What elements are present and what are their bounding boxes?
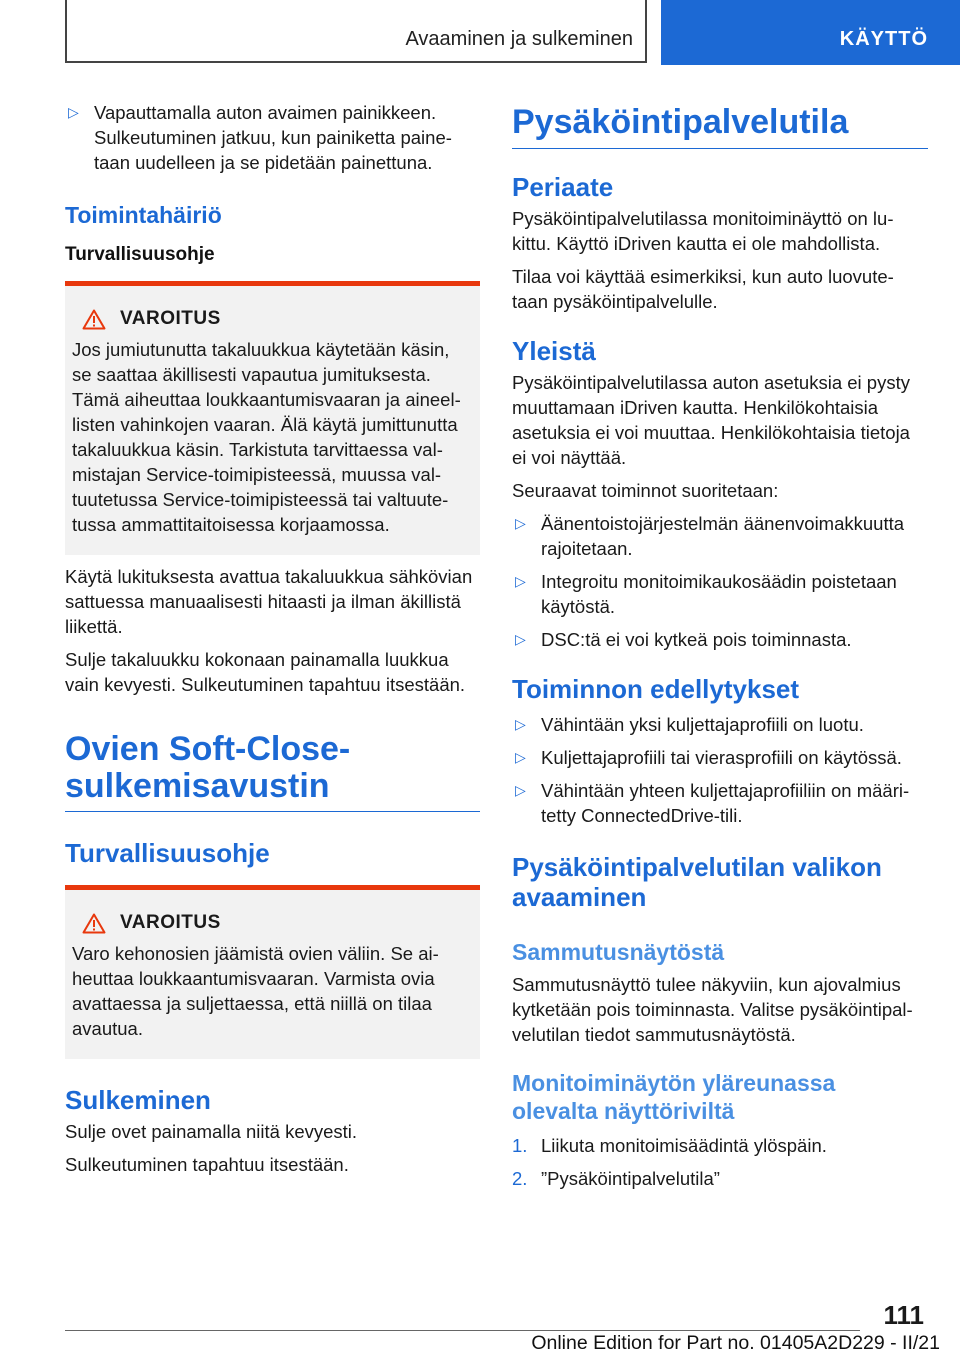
- warning-header: [72, 912, 472, 934]
- list-item: [65, 100, 480, 175]
- triangle-right-icon: ▷: [515, 631, 526, 647]
- page-title: Pysäköintipalvelutila: [512, 103, 849, 141]
- step-number: 1.: [512, 1135, 528, 1156]
- heading-safety: Turvallisuusohje: [65, 838, 270, 868]
- list-item-text: Kuljettajaprofiili tai vierasprofiili on käytössä.: [541, 747, 902, 768]
- list-item-text: Integroitu monitoimikaukosäädin poistetaan käytöstä.: [541, 571, 897, 617]
- triangle-right-icon: ▷: [515, 782, 526, 798]
- triangle-right-icon: ▷: [515, 573, 526, 589]
- heading-opening-menu: [512, 852, 928, 912]
- heading-closing: Sulkeminen: [65, 1085, 211, 1115]
- warning-text: Varo kehonosien jäämistä ovien väliin. Se ai-heuttaa loukkaantumisvaaran. Varmista ovia avattaessa ja suljettaessa, että niillä on tilaa avautua.: [72, 943, 439, 1039]
- list-item-text: Vähintään yksi kuljettajaprofiili on luotu.: [541, 714, 864, 735]
- warning-box: [65, 281, 480, 555]
- triangle-right-icon: ▷: [515, 515, 526, 531]
- heading-top-row: [512, 1069, 928, 1125]
- list-item: [512, 511, 928, 561]
- page-number: 111: [883, 1300, 924, 1330]
- list-item-text: Vapauttamalla auton avaimen painikkeen. Sulkeutuminen jatkuu, kun painiketta paine-taan uudelleen ja se pidetään painettuna.: [94, 102, 452, 173]
- paragraph-following: Seuraavat toiminnot suoritetaan:: [512, 480, 779, 501]
- list-item-text: Vähintään yhteen kuljettajaprofiiliin on määri-tetty ConnectedDrive-tili.: [541, 780, 910, 826]
- header-section-box: [65, 0, 647, 63]
- triangle-right-icon: ▷: [515, 716, 526, 732]
- triangle-right-icon: ▷: [515, 749, 526, 765]
- right-column: [512, 100, 928, 1199]
- step-item: [512, 1166, 928, 1191]
- paragraph-close-tailgate: Sulje takaluukku kokonaan painamalla luukkua vain kevyesti. Sulkeutuminen tapahtuu itsestään.: [65, 649, 466, 695]
- warning-header: [72, 308, 472, 330]
- list-item: [512, 627, 928, 652]
- step-text: Liikuta monitoimisäädintä ylöspäin.: [541, 1135, 827, 1156]
- left-column: [65, 100, 480, 1185]
- paragraph-principle-2: Tilaa voi käyttää esimerkiksi, kun auto luovute-taan pysäköintipalvelulle.: [512, 266, 894, 312]
- heading-requirements: Toiminnon edellytykset: [512, 674, 800, 704]
- warning-triangle-icon: [82, 309, 106, 330]
- footer-edition: Online Edition for Part no. 01405A2D229 - II/21: [531, 1332, 940, 1354]
- step-item: [512, 1133, 928, 1158]
- heading-opening-menu-line2: avaaminen: [512, 882, 647, 912]
- heading-malfunction: Toimintahäiriö: [65, 202, 222, 228]
- list-item: [512, 778, 928, 828]
- warning-triangle-icon: [82, 913, 106, 934]
- paragraph-general: Pysäköintipalvelutilassa auton asetuksia ei pysty muuttamaan iDriven kautta. Henkilökohtaisia asetuksia ei voi muuttaa. Henkilökohtaisia tietoja ei voi näyttää.: [512, 372, 910, 468]
- header-chapter-title: KÄYTTÖ: [839, 28, 928, 50]
- heading-opening-menu-line1: Pysäköintipalvelutilan valikon: [512, 852, 882, 882]
- heading-shutdown-screen: Sammutusnäytöstä: [512, 939, 725, 965]
- step-text: ”Pysäköintipalvelutila”: [541, 1168, 720, 1189]
- header-section-title: Avaaminen ja sulkeminen: [405, 28, 633, 50]
- heading-principle: Periaate: [512, 172, 614, 202]
- heading-rule: [512, 148, 928, 149]
- paragraph-electric-fault: Käytä lukituksesta avattua takaluukkua sähkövian sattuessa manuaalisesti hitaasti ja ilman äkillistä liikettä.: [65, 566, 473, 637]
- heading-soft-close: [65, 731, 480, 805]
- heading-soft-close-line1: Ovien Soft-Close-: [65, 730, 351, 768]
- warning-title: VAROITUS: [120, 308, 221, 329]
- warning-text: Jos jumiutunutta takaluukkua käytetään käsin, se saattaa äkillisesti vapautua jumituksesta. Tämä aiheuttaa loukkaantumisvaaran ja aineel-listen vahinkojen vaaran. Älä käytä jumittunutta takaluukkua käsin. Tarkistuta tarvittaessa val-mistajan Service-toimipisteessä, muussa val-tuutetussa Service-toimipisteessä tai valtuute-tussa ammattitaitoisessa korjaamossa.: [72, 339, 461, 535]
- heading-general: Yleistä: [512, 336, 596, 366]
- list-item-text: DSC:tä ei voi kytkeä pois toiminnasta.: [541, 629, 852, 650]
- triangle-right-icon: ▷: [68, 104, 79, 120]
- paragraph-principle-1: Pysäköintipalvelutilassa monitoiminäyttö on lu-kittu. Käyttö iDriven kautta ei ole mahdollista.: [512, 208, 894, 254]
- heading-soft-close-line2: sulkemisavustin: [65, 767, 330, 805]
- heading-top-row-line1: Monitoiminäytön yläreunassa: [512, 1070, 836, 1096]
- paragraph-close-doors: Sulje ovet painamalla niitä kevyesti.: [65, 1121, 358, 1142]
- footer-rule: [65, 1330, 860, 1331]
- warning-title: VAROITUS: [120, 912, 221, 933]
- heading-rule: [65, 811, 480, 812]
- paragraph-shutdown: Sammutusnäyttö tulee näkyviin, kun ajovalmius kytketään pois toiminnasta. Valitse pysäköintipal-velutilan tiedot sammutusnäytöstä.: [512, 974, 913, 1045]
- paragraph-auto-close: Sulkeutuminen tapahtuu itsestään.: [65, 1154, 349, 1175]
- list-item: [512, 569, 928, 619]
- heading-safety-note: Turvallisuusohje: [65, 244, 215, 265]
- list-item-text: Äänentoistojärjestelmän äänenvoimakkuutta rajoitetaan.: [541, 513, 905, 559]
- heading-top-row-line2: olevalta näyttöriviltä: [512, 1098, 735, 1124]
- step-number: 2.: [512, 1168, 528, 1189]
- list-item: [512, 745, 928, 770]
- header-chapter-tab: [661, 0, 960, 65]
- list-item: [512, 712, 928, 737]
- warning-box: [65, 885, 480, 1059]
